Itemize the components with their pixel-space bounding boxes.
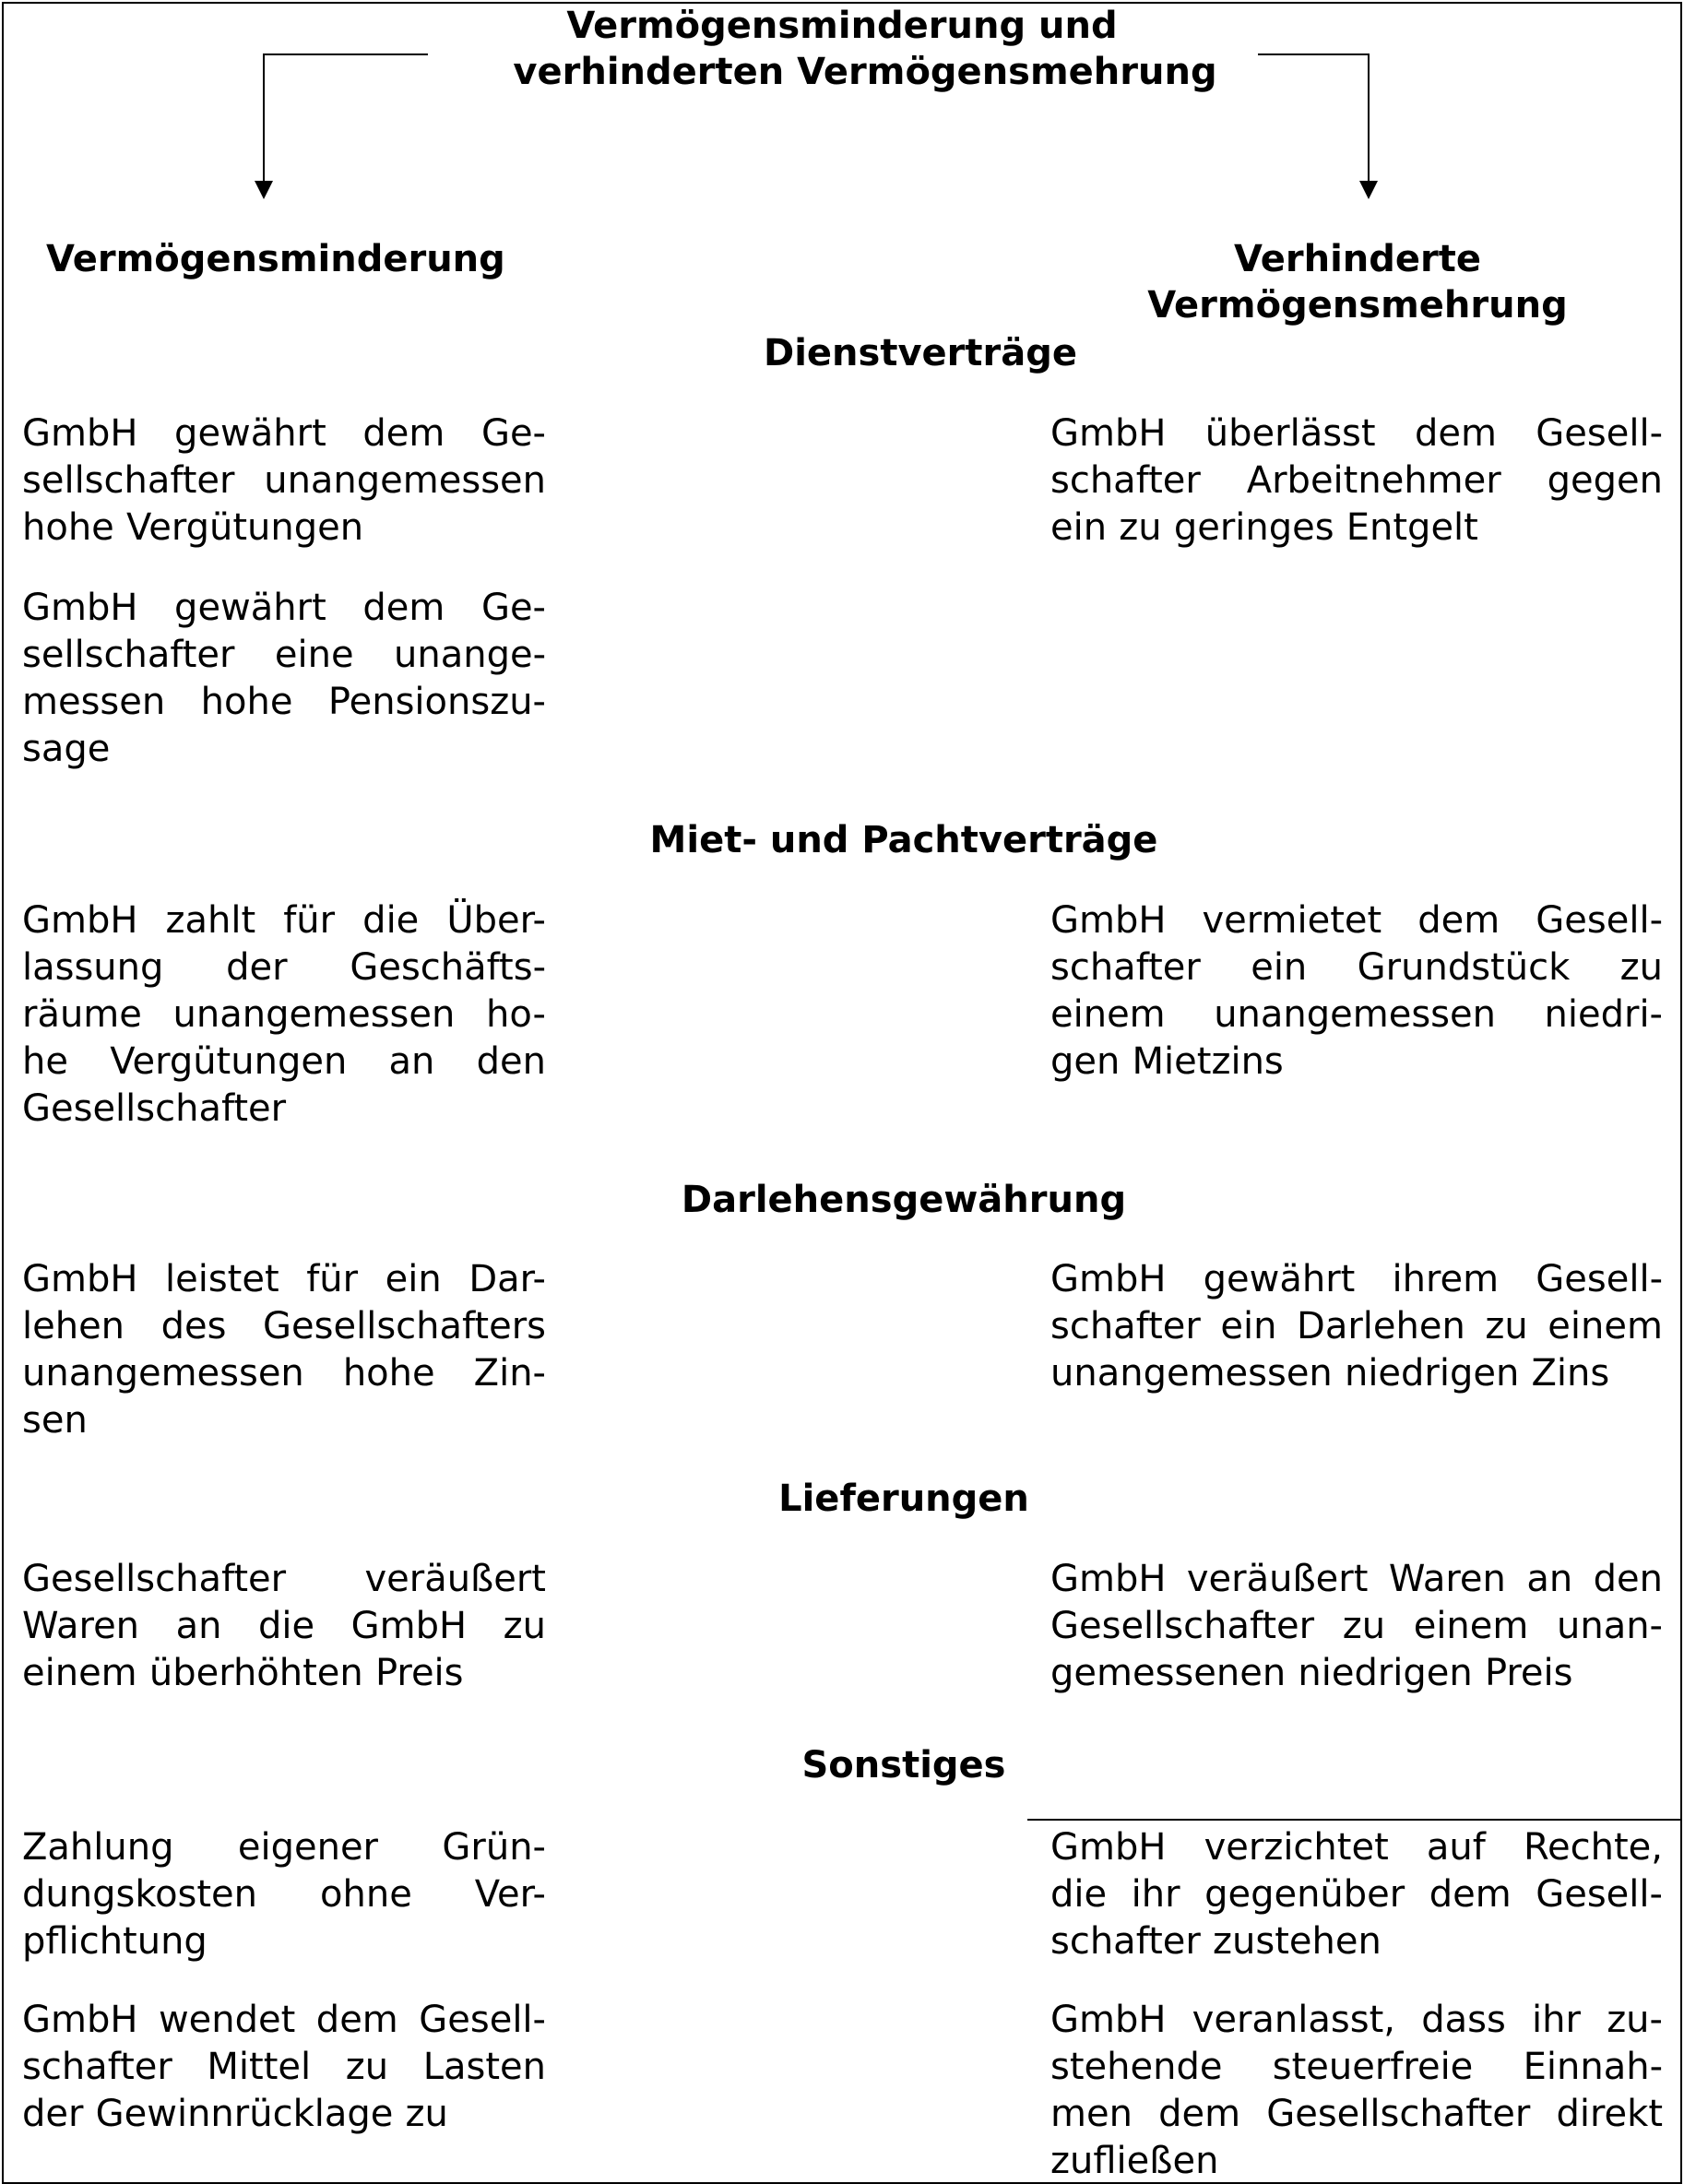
text-line: schafter Arbeitnehmer gegen: [1050, 459, 1663, 502]
text-line: GmbH veräußert Waren an den: [1050, 1558, 1663, 1600]
dienst-right-item-1: [1050, 410, 1663, 552]
text-line: dungskosten ohne Ver-: [22, 1873, 546, 1916]
text-line: lassung der Geschäfts-: [22, 946, 546, 989]
section-heading-miet-pachtvertraege: Miet- und Pachtverträge: [649, 819, 1158, 861]
text-line: GmbH gewährt dem Ge-: [22, 587, 546, 629]
miet-right-item-1: [1050, 897, 1663, 1086]
text-line: schafter zustehen: [1050, 1920, 1382, 1963]
section-heading-sonstiges: Sonstiges: [801, 1744, 1006, 1786]
text-line: gen Mietzins: [1050, 1040, 1284, 1083]
text-line: men dem Gesellschafter direkt: [1050, 2093, 1663, 2135]
text-line: Waren an die GmbH zu: [22, 1605, 546, 1647]
text-line: schafter Mittel zu Lasten: [22, 2046, 546, 2088]
text-line: GmbH vermietet dem Gesell-: [1050, 899, 1663, 942]
section-heading-lieferungen: Lieferungen: [778, 1478, 1029, 1520]
arrow-left-head: [255, 181, 273, 199]
column-heading-right-line-1: Verhinderte: [1233, 238, 1482, 280]
text-line: messen hohe Pensionszu-: [22, 681, 546, 723]
text-line: zufließen: [1050, 2140, 1219, 2182]
text-line: gemessenen niedrigen Preis: [1050, 1652, 1573, 1694]
lieferungen-right-item-1: [1050, 1556, 1663, 1697]
sonstiges-right-item-2: [1050, 1997, 1663, 2184]
text-line: unangemessen niedrigen Zins: [1050, 1352, 1610, 1395]
text-line: GmbH veranlasst, dass ihr zu-: [1050, 1999, 1663, 2041]
darlehen-right-item-1: [1050, 1256, 1663, 1397]
text-line: GmbH wendet dem Gesell-: [22, 1999, 546, 2041]
text-line: hohe Vergütungen: [22, 506, 364, 549]
section-heading-dienstvertraege: Dienstverträge: [764, 332, 1077, 374]
text-line: schafter ein Darlehen zu einem: [1050, 1305, 1663, 1347]
text-line: GmbH überlässt dem Gesell-: [1050, 412, 1663, 455]
text-line: Zahlung eigener Grün-: [22, 1826, 546, 1869]
text-line: GmbH leistet für ein Dar-: [22, 1258, 546, 1300]
text-line: he Vergütungen an den: [22, 1040, 546, 1083]
text-line: GmbH gewährt ihrem Gesell-: [1050, 1258, 1663, 1300]
lieferungen-left-item-1: [22, 1556, 546, 1697]
text-line: ein zu geringes Entgelt: [1050, 506, 1478, 549]
text-line: sellschafter unangemessen: [22, 459, 546, 502]
page-title-line-2: verhinderten Vermögensmehrung: [513, 51, 1217, 93]
text-line: schafter ein Grundstück zu: [1050, 946, 1663, 989]
text-line: die ihr gegenüber dem Gesell-: [1050, 1873, 1663, 1916]
sonstiges-left-item-1: [22, 1824, 546, 1965]
text-line: Gesellschafter zu einem unan-: [1050, 1605, 1663, 1647]
text-line: sage: [22, 728, 111, 770]
dienst-left-item-2: [22, 585, 546, 773]
text-line: GmbH zahlt für die Über-: [22, 899, 546, 942]
sonstiges-left-item-2: [22, 1997, 546, 2138]
text-line: der Gewinnrücklage zu: [22, 2093, 448, 2135]
dienst-left-item-1: [22, 410, 546, 552]
miet-left-item-1: [22, 897, 546, 1133]
column-heading-left: Vermögensminderung: [46, 238, 505, 280]
column-heading-right-line-2: Vermögensmehrung: [1147, 284, 1568, 326]
text-line: GmbH gewährt dem Ge-: [22, 412, 546, 455]
text-line: Gesellschafter veräußert: [22, 1558, 546, 1600]
text-line: sellschafter eine unange-: [22, 634, 546, 676]
text-line: lehen des Gesellschafters: [22, 1305, 546, 1347]
text-line: unangemessen hohe Zin-: [22, 1352, 546, 1395]
text-line: GmbH verzichtet auf Rechte,: [1050, 1826, 1663, 1869]
text-line: stehende steuerfreie Einnah-: [1050, 2046, 1663, 2088]
arrow-right-head: [1359, 181, 1378, 199]
page-title-line-1: Vermögensminderung und: [566, 5, 1118, 47]
text-line: sen: [22, 1399, 88, 1442]
text-line: pflichtung: [22, 1920, 208, 1963]
darlehen-left-item-1: [22, 1256, 546, 1444]
sonstiges-right-item-1: [1050, 1824, 1663, 1965]
text-line: räume unangemessen ho-: [22, 993, 546, 1036]
section-heading-darlehensgewaehrung: Darlehensgewährung: [681, 1179, 1127, 1221]
text-line: einem unangemessen niedri-: [1050, 993, 1663, 1036]
text-line: Gesellschafter: [22, 1087, 287, 1130]
text-line: einem überhöhten Preis: [22, 1652, 464, 1694]
